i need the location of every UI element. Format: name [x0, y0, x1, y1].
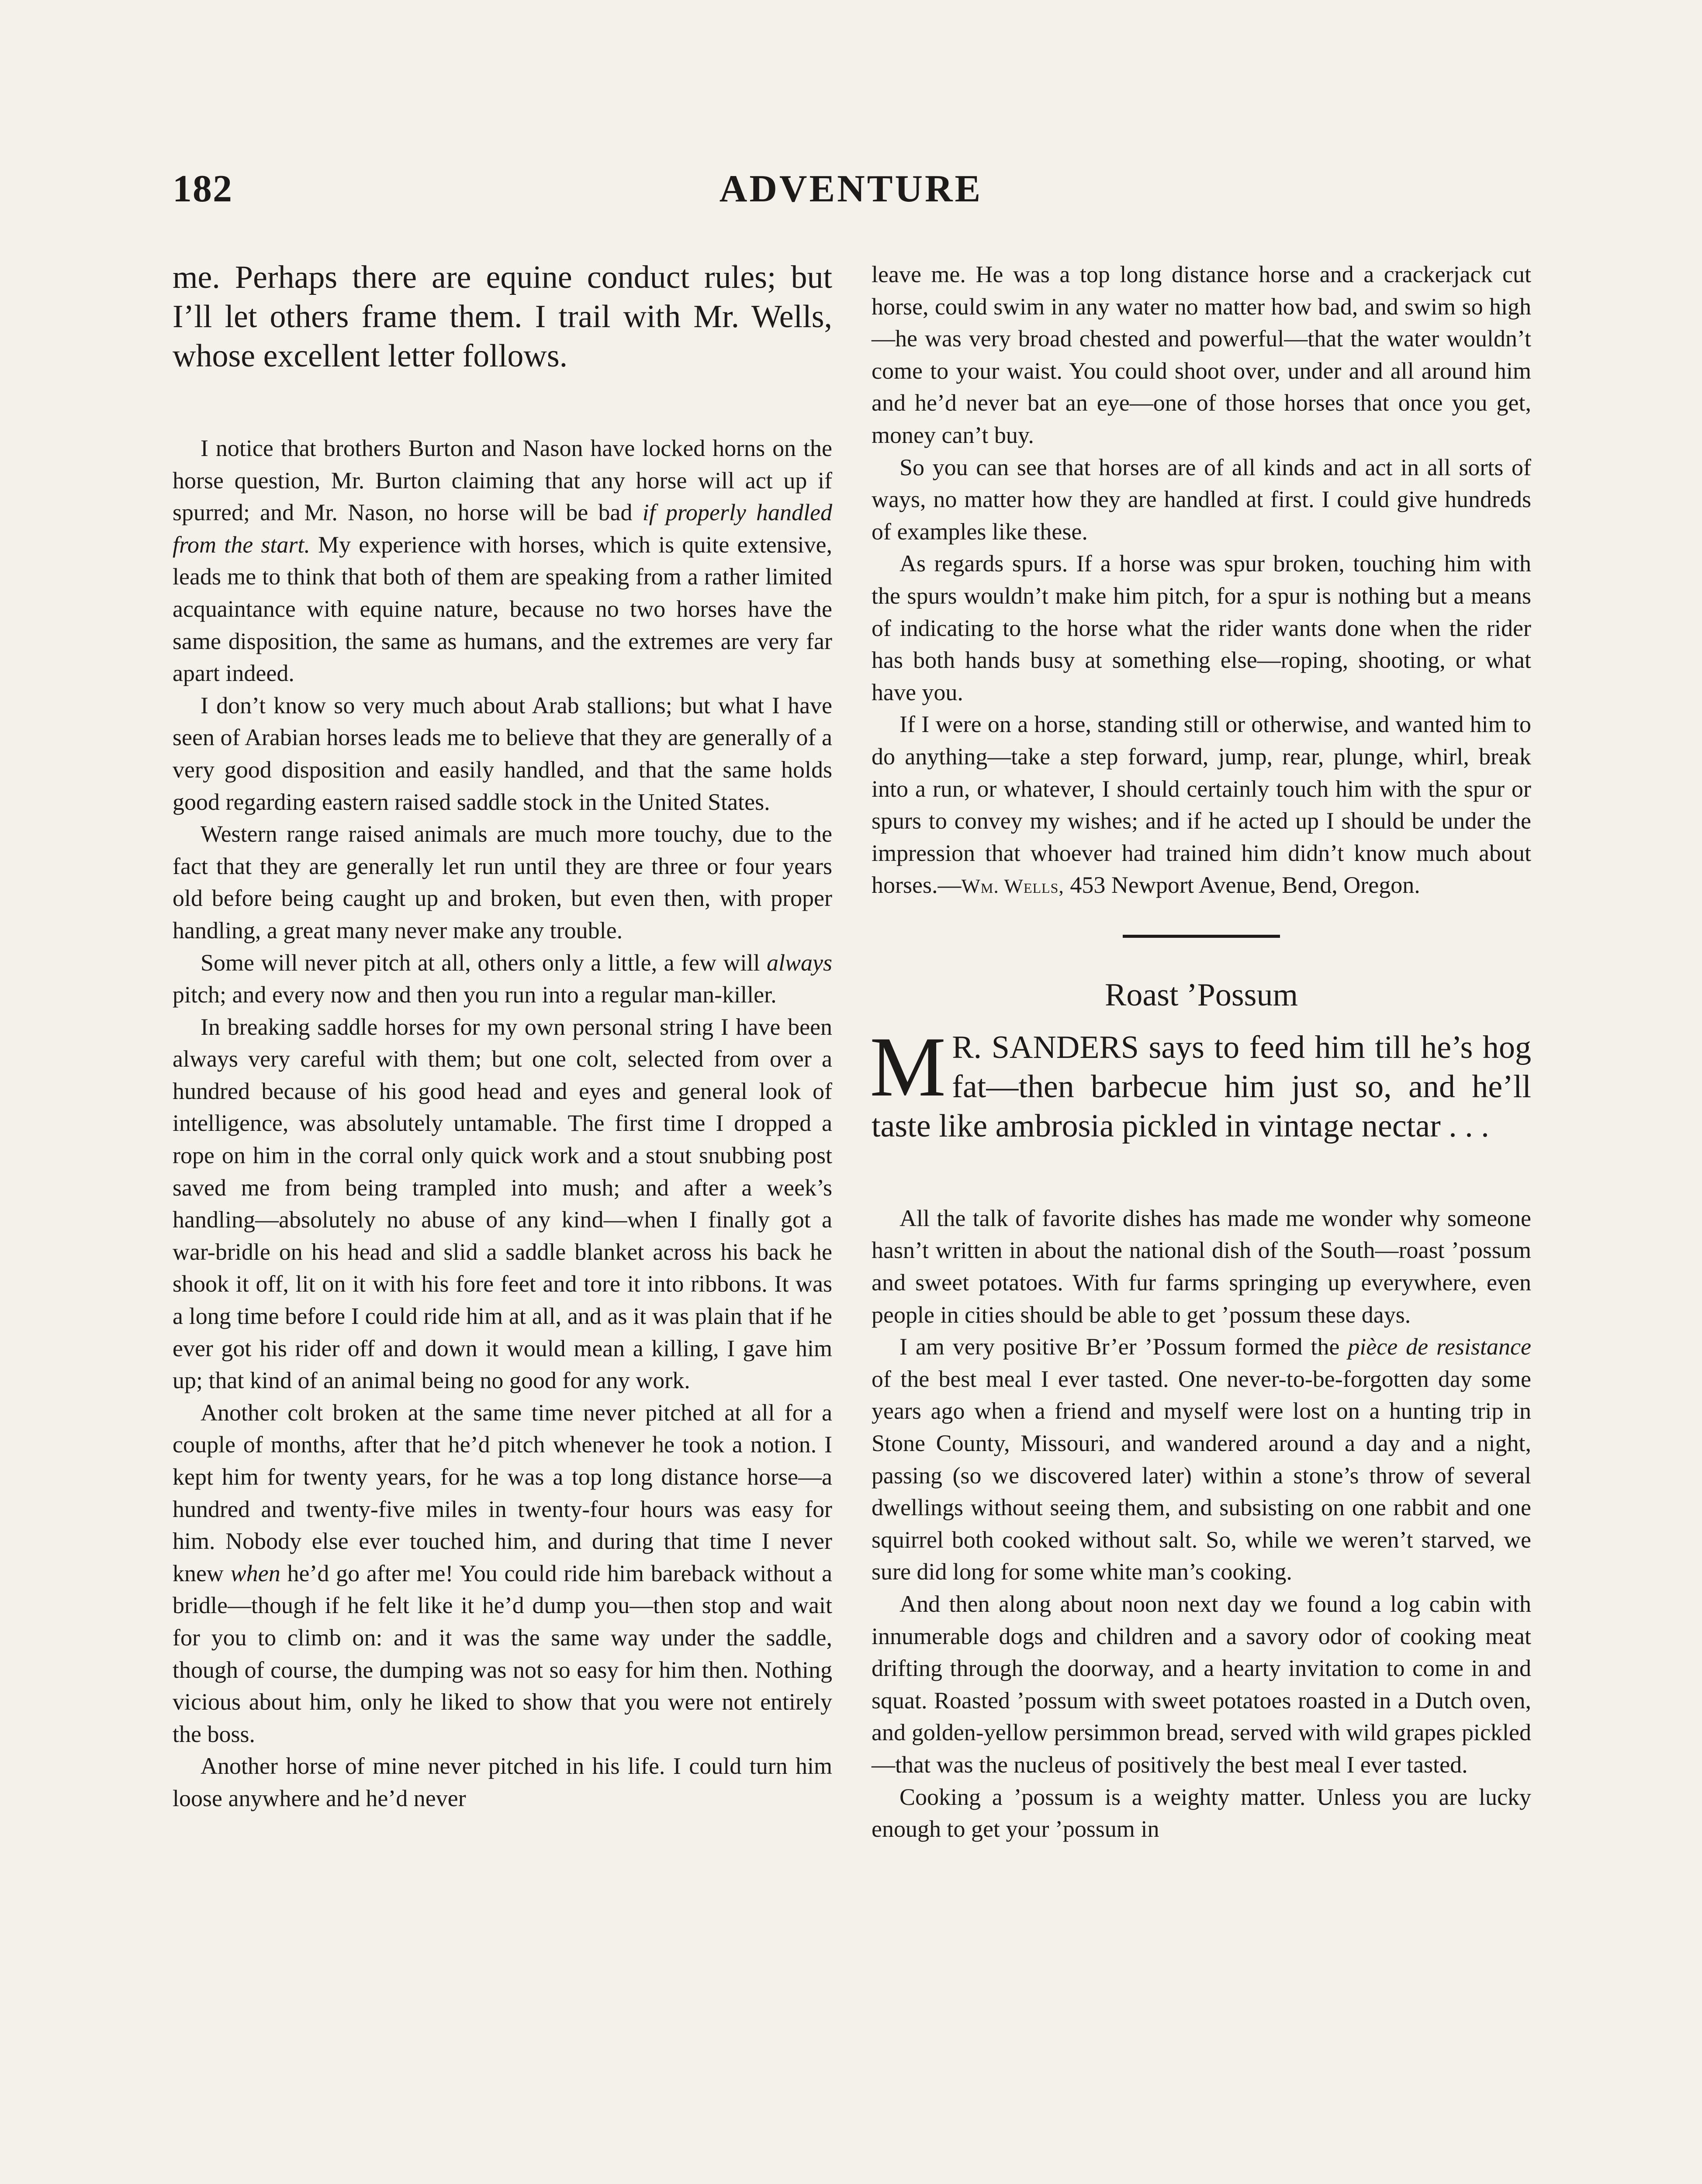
- letter-paragraph: Another horse of mine never pitched in his life. I could turn him loose anywhere and he’d never: [173, 1753, 832, 1811]
- article-paragraph: I am very positive Br’er ’Possum formed the pièce de resistance of the best meal I ever tasted. One never-to-be-forgotten day some years ago when a friend and myself were lost on a hunting trip in Stone County, Missouri, and wandered around a day and a night, passing (so we discovered later) within a stone’s throw of several dwellings without seeing them, and subsisting on one rabbit and one squirrel both cooked without salt. So, while we weren’t starved, we sure did long for some white man’s cooking.: [872, 1334, 1531, 1585]
- signature-address: 453 Newport Avenue, Bend, Oregon.: [1064, 872, 1420, 898]
- letter-paragraph: As regards spurs. If a horse was spur broken, touching him with the spurs wouldn’t make him pitch, for a spur is nothing but a means of indicating to the horse what the rider wants done when the rider has both hands busy at something else—roping, shooting, or what have you.: [872, 550, 1531, 705]
- letter-paragraph: I don’t know so very much about Arab stallions; but what I have seen of Arabian horses leads me to believe that they are generally of a very good disposition and easily handled, and that the same holds good regarding eastern raised saddle stock in the United States.: [173, 692, 832, 815]
- letter-paragraph: I notice that brothers Burton and Nason have locked horns on the horse question, Mr. Burton claiming that any horse will act up if spurred; and Mr. Nason, no horse will be bad if properly handled from the start. My experience with horses, which is quite extensive, leads me to think that both of them are speaking from a rather limited acquaintance with equine nature, because no two horses have the same disposition, the same as humans, and the extremes are very far apart indeed.: [173, 435, 832, 687]
- letter-paragraph: If I were on a horse, standing still or otherwise, and wanted him to do anything—take a step forward, jump, rear, plunge, whirl, break into a run, or whatever, I should certainly touch him with the spur or spurs to convey my wishes; and if he acted up I should be under the impression that whoever had trained him didn’t know much about horses.—Wm. Wells, 453 Newport Avenue, Bend, Oregon.: [872, 711, 1531, 898]
- section-title: Roast ’Possum: [1104, 977, 1298, 1013]
- letter-paragraph: Another colt broken at the same time never pitched at all for a couple of months, after that he’d pitch whenever he took a notion. I kept him for twenty years, for he was a top long distance horse—a hundred and twenty-five miles in twenty-four hours was easy for him. Nobody else ever touched him, and during that time I never knew when he’d go after me! You could ride him bareback without a bridle—though if he felt like it he’d dump you—then stop and wait for you to climb on: and it was the same way under the saddle, though of course, the dumping was not so easy for him then. Nothing vicious about him, only he liked to show that you were not entirely the boss.: [173, 1399, 833, 1747]
- article-paragraph: All the talk of favorite dishes has made me wonder why someone hasn’t written in about the national dish of the South—roast ’possum and sweet potatoes. With fur farms springing up everywhere, even people in cities should be able to get ’possum these days.: [872, 1205, 1531, 1328]
- letter-paragraph: So you can see that horses are of all kinds and act in all sorts of ways, no matter how they are handled at first. I could give hundreds of examples like these.: [872, 454, 1531, 545]
- letter-paragraph: Western range raised animals are much more touchy, due to the fact that they are generally let run until they are three or four years old before being caught up and broken, but even then, with proper handling, a great many never make any trouble.: [173, 821, 832, 943]
- section-divider: [1123, 935, 1280, 938]
- letter-paragraph: In breaking saddle horses for my own personal string I have been always very careful with them; but one colt, selected from over a hundred because of his good head and eyes and general look of intelligence, was absolutely untamable. The first time I dropped a rope on him in the corral only quick work and a stout snubbing post saved me from being trampled into mush; and after a week’s handling—absolutely no abuse of any kind—when I finally got a war-bridle on his head and slid a saddle blanket across his back he shook it off, lit on it with his fore feet and tore it into ribbons. It was a long time before I could ride him at all, and as it was plain that if he ever got his rider off and down it would mean a killing, I gave him up; that kind of an animal being no good for any work.: [173, 1013, 832, 1394]
- left-column: [173, 258, 832, 1815]
- letter-paragraph: Some will never pitch at all, others only a little, a few will always pitch; and every now and then you run into a regular man-killer.: [173, 949, 832, 1008]
- page-number: 182: [173, 168, 233, 210]
- drop-cap: M: [870, 1019, 946, 1114]
- right-column: [872, 259, 1531, 1845]
- lead-paragraph: me. Perhaps there are equine conduct rules; but I’ll let others frame them. I trail with Mr. Wells, whose excellent letter follows.: [173, 259, 832, 374]
- section-intro: M R. SANDERS says to feed him till he’s hog fat—then barbecue him just so, and he’ll taste like ambrosia pickled in vintage nectar . . .: [870, 1019, 1531, 1144]
- letter-paragraph: leave me. He was a top long distance horse and a crackerjack cut horse, could swim in any water no matter how bad, and swim so high—he was very broad chested and powerful—that the water wouldn’t come to your waist. You could shoot over, under and all around him and he’d never bat an eye—one of those horses that once you get, money can’t buy.: [872, 261, 1531, 448]
- article-paragraph: And then along about noon next day we found a log cabin with innumerable dogs and children and a savory odor of cooking meat drifting through the doorway, and a hearty invitation to come in and squat. Roasted ’possum with sweet potatoes roasted in a Dutch oven, and golden-yellow persimmon bread, served with wild grapes pickled—that was the nucleus of positively the best meal I ever tasted.: [872, 1591, 1531, 1778]
- signature-name: Wm. Wells,: [961, 875, 1064, 898]
- running-head: ADVENTURE: [719, 168, 983, 210]
- article-paragraph: Cooking a ’possum is a weighty matter. Unless you are lucky enough to get your ’possum in: [872, 1783, 1531, 1842]
